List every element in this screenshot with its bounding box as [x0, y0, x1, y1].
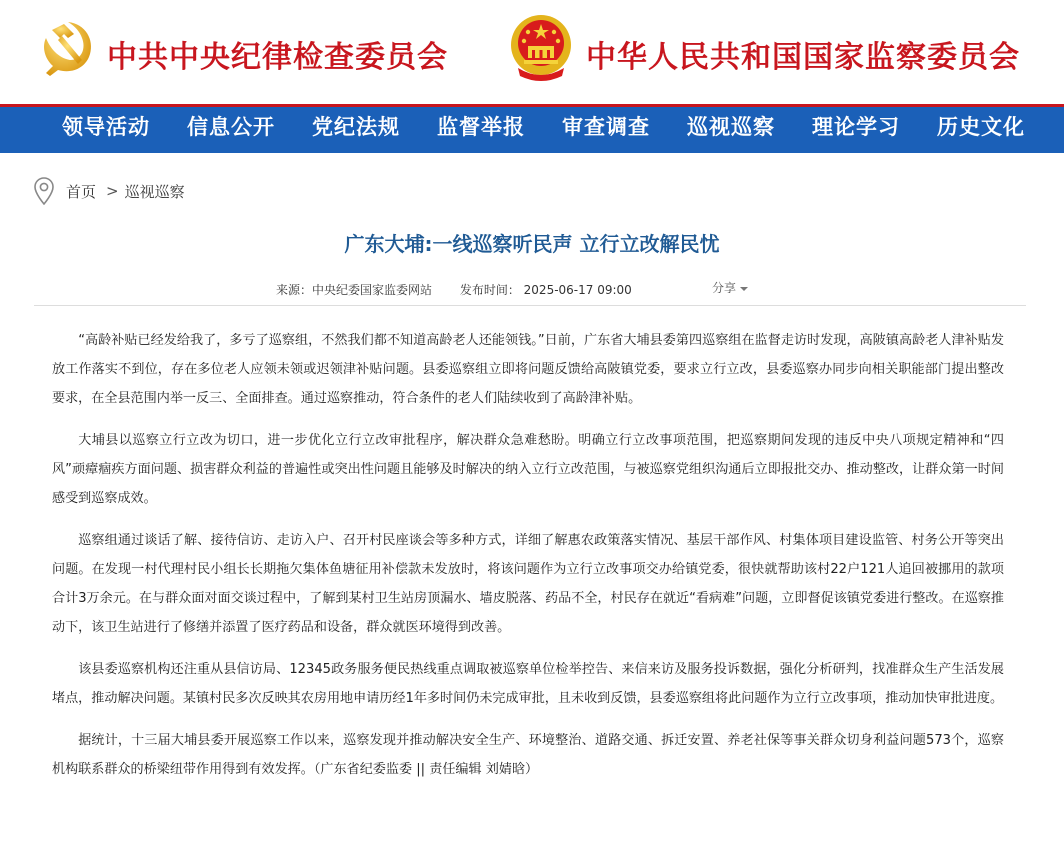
article-paragraph: “高龄补贴已经发给我了，多亏了巡察组，不然我们都不知道高龄老人还能领钱。”日前，广东省大埔县委第四巡察组在监督走访时发现，高陂镇高龄老人津补贴发放工作落实不到位，存在多位老人应领未领或迟领津补贴问题。县委巡察组立即将问题反馈给高陂镇党委，要求立行立改，县委巡察办同步向相关职能部门提出整改要求，在全县范围内举一反三、全面排查。通过巡察推动，符合条件的老人们陆续收到了高龄津补贴。 — [52, 333, 1004, 406]
nav-item-leadership[interactable]: 领导活动 — [62, 114, 150, 139]
article-meta — [276, 281, 656, 298]
article-paragraph: 据统计，十三届大埔县委开展巡察工作以来，巡察发现并推动解决安全生产、环境整治、道路交通、拆迁安置、养老社保等事关群众切身利益问题573个，巡察机构联系群众的桥梁纽带作用得到有效发挥。（广东省纪委监委 || 责任编辑 刘婧晗） — [52, 733, 1004, 777]
divider — [34, 305, 1026, 306]
nav-item-regulations[interactable]: 党纪法规 — [312, 114, 400, 139]
nav-item-investigation[interactable]: 审查调查 — [562, 114, 650, 139]
nav-item-theory[interactable]: 理论学习 — [812, 114, 900, 139]
breadcrumb-current-link[interactable]: 巡视巡察 — [124, 182, 185, 201]
article-source: 来源：中央纪委国家监委网站 — [276, 283, 433, 297]
nav-item-disclosure[interactable]: 信息公开 — [187, 114, 275, 139]
chevron-down-icon — [740, 287, 748, 291]
article-paragraph: 该县委巡察机构还注重从县信访局、12345政务服务便民热线重点调取被巡察单位检举控告、来信来访及服务投诉数据，强化分析研判，找准群众生产生活发展堵点，推动解决问题。某镇村民多次反映其农房用地申请历经1年多时间仍未完成审批，且未收到反馈，县委巡察组将此问题作为立行立改事项，推动加快审批进度。 — [52, 662, 1004, 706]
nsc-title: 中华人民共和国国家监察委员会 — [586, 40, 1020, 75]
nav-item-history[interactable]: 历史文化 — [937, 114, 1025, 139]
article-publish-time: 发布时间： 2025-06-17 09:00 — [459, 283, 632, 297]
article-paragraph: 巡察组通过谈话了解、接待信访、走访入户、召开村民座谈会等多种方式，详细了解惠农政策落实情况、基层干部作风、村集体项目建设监管、村务公开等突出问题。在发现一村代理村民小组长长期拖欠集体鱼塘征用补偿款未发放时，将该问题作为立行立改事项交办给镇党委，很快就帮助该村22户121人追回被挪用的款项合计3万余元。在与群众面对面交谈过程中，了解到某村卫生站房顶漏水、墙皮脱落、药品不全，村民存在就近“看病难”问题，立即督促该镇党委进行整改。在巡察推动下，该卫生站进行了修缮并添置了医疗药品和设备，群众就医环境得到改善。 — [52, 533, 1004, 635]
article-title: 广东大埔:一线巡察听民声 立行立改解民忧 — [344, 232, 720, 256]
nav-item-inspection[interactable]: 巡视巡察 — [687, 114, 775, 139]
breadcrumb-separator: > — [106, 182, 119, 200]
article-paragraph: 大埔县以巡察立行立改为切口，进一步优化立行立改审批程序，解决群众急难愁盼。明确立行立改事项范围，把巡察期间发现的违反中央八项规定精神和“四风”顽瘴痼疾方面问题、损害群众利益的普遍性或突出性问题且能够及时解决的纳入立行立改范围，与被巡察党组织沟通后立即报批交办、推动整改，让群众第一时间感受到巡察成效。 — [52, 433, 1004, 506]
location-pin-icon — [34, 177, 54, 205]
share-button[interactable] — [712, 279, 748, 296]
main-navigation — [0, 104, 1064, 153]
breadcrumb — [34, 176, 185, 206]
ccdi-title: 中共中央纪律检查委员会 — [107, 40, 448, 75]
masthead — [0, 0, 1064, 104]
party-emblem-icon — [38, 18, 96, 78]
article-body — [52, 326, 1004, 797]
national-emblem-icon — [508, 12, 574, 82]
nav-item-report[interactable]: 监督举报 — [437, 114, 525, 139]
share-label: 分享 — [712, 281, 737, 295]
breadcrumb-home-link[interactable]: 首页 — [66, 182, 97, 201]
